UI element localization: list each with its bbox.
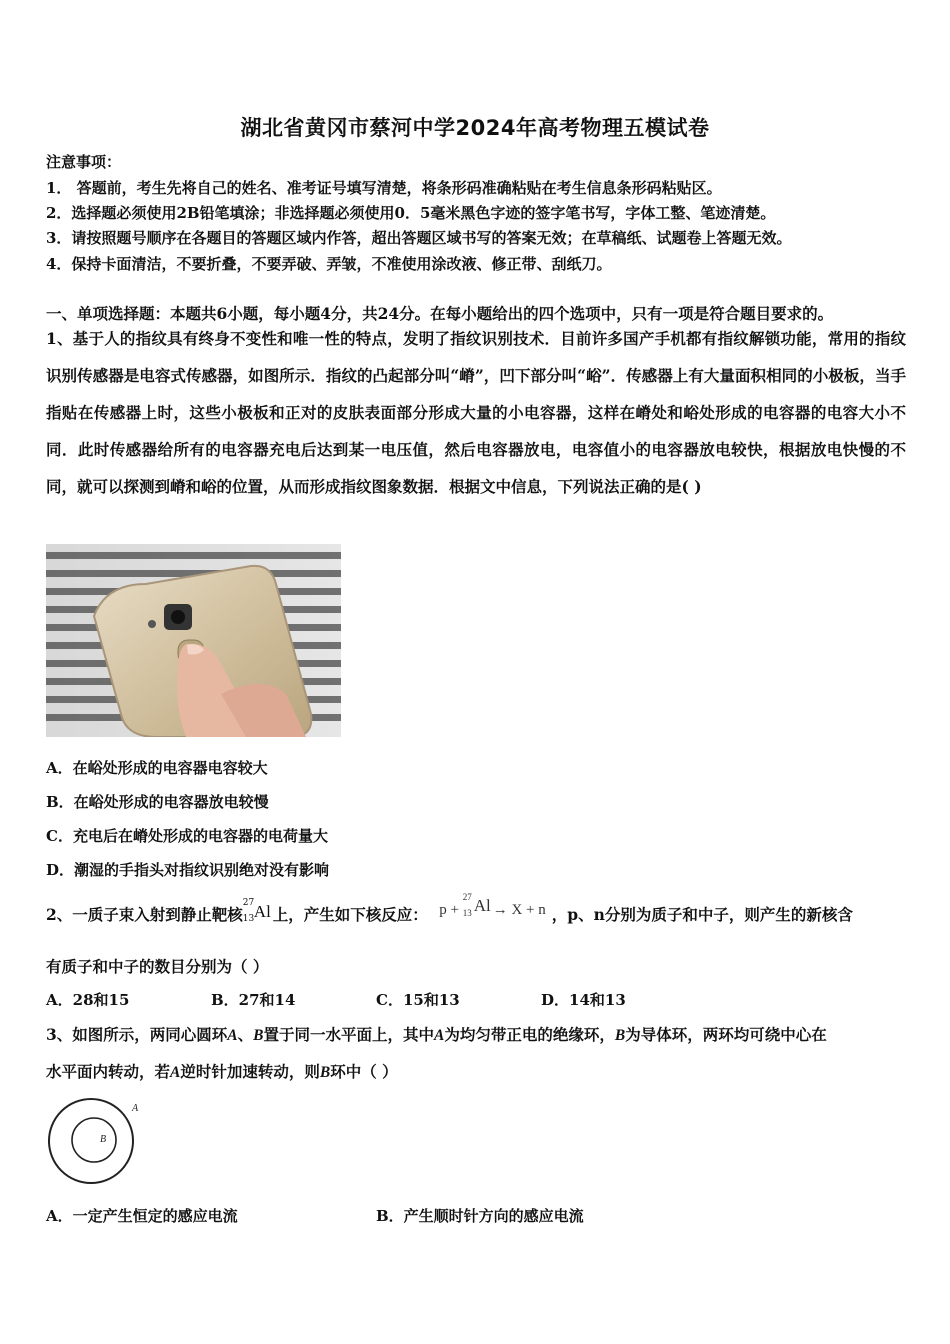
q2-text-1: 2、一质子束入射到静止靶核: [46, 905, 243, 924]
note-item: 4．保持卡面清洁，不要折叠，不要弄破、弄皱，不准使用涂改液、修正带、刮纸刀。: [46, 255, 612, 273]
q2-option-c: C．15和13: [376, 991, 460, 1009]
question-3-stem-line2: 水平面内转动，若A逆时针加速转动，则B环中（ ）: [46, 1062, 398, 1081]
q2-option-b: B．27和14: [211, 991, 296, 1009]
aluminium-nucleus: 27 13 Al: [242, 898, 271, 924]
q3-option-b: B．产生顺时针方向的感应电流: [376, 1207, 584, 1225]
notes-heading: 注意事项：: [46, 153, 122, 171]
q2-option-d: D．14和13: [541, 991, 626, 1009]
note-item: 2．选择题必须使用2B铅笔填涂；非选择题必须使用0．5毫米黑色字迹的签字笔书写，字体工整、笔迹清楚。: [46, 204, 776, 222]
q1-option-b: B．在峪处形成的电容器放电较慢: [46, 793, 269, 811]
ring-b-label: B: [100, 1134, 107, 1145]
question-1-stem: 1、基于人的指纹具有终身不变性和唯一性的特点，发明了指纹识别技术．目前许多国产手机都有指纹解锁功能，常用的指纹识别传感器是电容式传感器，如图所示．指纹的凸起部分叫“嵴”，凹下部分叫“峪”．传感器上有大量面积相同的小极板，当手指贴在传感器上时，这些小极板和正对的皮肤表面部分形成大量的小电容器，这样在嵴处和峪处形成的电容器的电容大小不同．此时传感器给所有的电容器充电后达到某一电压值，然后电容器放电，电容值小的电容器放电较快，根据放电快慢的不同，就可以探测到嵴和峪的位置，从而形成指纹图象数据．根据文中信息，下列说法正确的是( ): [46, 329, 906, 496]
question-2-stem-line2: 有质子和中子的数目分别为（ ）: [46, 957, 269, 976]
ring-a-label: A: [132, 1103, 139, 1114]
q1-option-c: C．充电后在嵴处形成的电容器的电荷量大: [46, 827, 328, 845]
q1-option-a: A．在峪处形成的电容器电容较大: [46, 759, 268, 777]
note-item: 3．请按照题号顺序在各题目的答题区域内作答，超出答题区域书写的答案无效；在草稿纸、试题卷上答题无效。: [46, 229, 792, 247]
question-2-stem: [46, 892, 853, 925]
q2-text-2: 上，产生如下核反应：: [272, 905, 428, 924]
q2-option-a: A．28和15: [46, 991, 130, 1009]
page-title: 湖北省黄冈市蔡河中学2024年高考物理五模试卷: [240, 116, 710, 140]
question-3-stem: 3、如图所示，两同心圆环A、B置于同一水平面上，其中A为均匀带正电的绝缘环，B为导体环，两环均可绕中心在: [46, 1025, 827, 1044]
fingerprint-phone-photo: [46, 544, 341, 737]
note-item: 1． 答题前，考生先将自己的姓名、准考证号填写清楚，将条形码准确粘贴在考生信息条形码粘贴区。: [46, 179, 722, 197]
q2-text-3: ，p、n分别为质子和中子，则产生的新核含: [551, 905, 853, 924]
nuclear-reaction-formula: p + 27 13 Al → X + n: [439, 892, 546, 918]
q1-option-d: D．潮湿的手指头对指纹识别绝对没有影响: [46, 861, 330, 879]
q3-option-a: A．一定产生恒定的感应电流: [46, 1207, 238, 1225]
concentric-rings-diagram: [46, 1095, 139, 1185]
section-heading: 一、单项选择题：本题共6小题，每小题4分，共24分。在每小题给出的四个选项中，只有一项是符合题目要求的。: [46, 304, 834, 323]
